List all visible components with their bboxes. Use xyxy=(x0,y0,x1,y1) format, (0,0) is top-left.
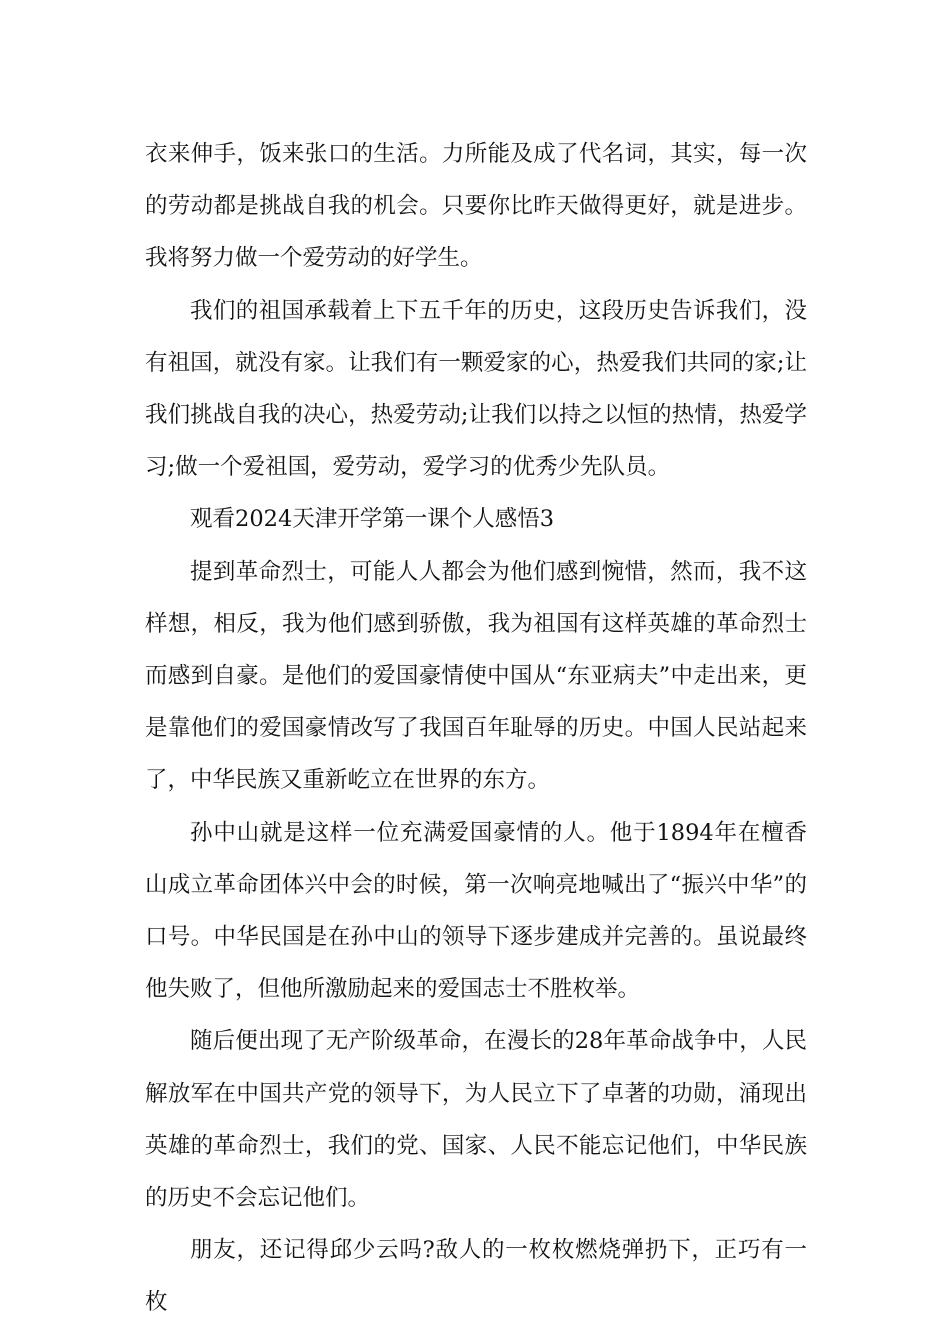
paragraph: 朋友，还记得邱少云吗?敌人的一枚枚燃烧弹扔下，正巧有一枚 xyxy=(145,1237,807,1316)
section-heading: 观看2024天津开学第一课个人感悟3 xyxy=(190,506,555,533)
paragraph: 随后便出现了无产阶级革命，在漫长的28年革命战争中，人民解放军在中国共产党的领导下，为人民立下了卓著的功勋，涌现出英雄的革命烈士，我们的党、国家、人民不能忘记他们，中华民族的历史不会忘记他们。 xyxy=(145,1028,807,1212)
paragraph: 孙中山就是这样一位充满爱国豪情的人。他于1894年在檀香山成立革命团体兴中会的时候，第一次响亮地喊出了“振兴中华”的口号。中华民国是在孙中山的领导下逐步建成并完善的。虽说最终他失败了，但他所激励起来的爱国志士不胜枚举。 xyxy=(145,819,807,1003)
document-body xyxy=(145,128,807,1329)
paragraph-continued: 衣来伸手，饭来张口的生活。力所能及成了代名词，其实，每一次的劳动都是挑战自我的机会。只要你比昨天做得更好，就是进步。我将努力做一个爱劳动的好学生。 xyxy=(145,141,807,272)
paragraph: 我们的祖国承载着上下五千年的历史，这段历史告诉我们，没有祖国，就没有家。让我们有一颗爱家的心，热爱我们共同的家;让我们挑战自我的决心，热爱劳动;让我们以持之以恒的热情，热爱学习;做一个爱祖国，爱劳动，爱学习的优秀少先队员。 xyxy=(145,297,807,481)
paragraph: 提到革命烈士，可能人人都会为他们感到惋惜，然而，我不这样想，相反，我为他们感到骄傲，我为祖国有这样英雄的革命烈士而感到自豪。是他们的爱国豪情使中国从“东亚病夫”中走出来，更是靠他们的爱国豪情改写了我国百年耻辱的历史。中国人民站起来了，中华民族又重新屹立在世界的东方。 xyxy=(145,558,807,794)
